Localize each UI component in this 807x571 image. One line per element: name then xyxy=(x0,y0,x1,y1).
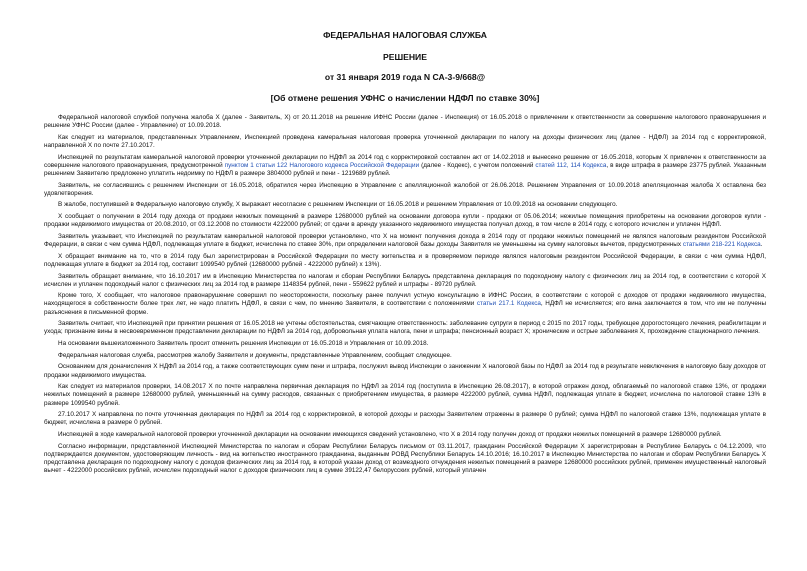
document-body xyxy=(44,114,766,475)
paragraph-text: Инспекцией в ходе камеральной налоговой проверки уточненной декларации на основании имеющихся сведений установлено, что X в 2014 году получен доход от продажи нежилых помещений в размере 12680000 рублей. xyxy=(58,431,722,438)
paragraph-text: Как следует из материалов, представленных Управлением, Инспекцией проведена камеральная налоговая проверка уточненной декларации по налогу на доходы физических лиц (далее - НДФЛ) за 2014 год с корректировкой, направленной X по почте 27.10.2017. xyxy=(44,133,766,149)
paragraph-text: Заявитель указывает, что Инспекцией по результатам камеральной налоговой проверки установлено, что X на момент получения дохода в 2014 году от продажи нежилых помещений не являлся налоговым резидентом Российской Федерации, в связи с чем сумма НДФЛ, подлежащая уплате в бюджет, исчислена по ставке 30%, при определении налоговой базы доходы Заявителя не уменьшены на сумму налоговых вычетов, предусмотренных xyxy=(44,232,766,249)
law-reference-link[interactable]: статьями 218-221 Кодекса xyxy=(682,241,761,249)
paragraph-text: В жалобе, поступившей в Федеральную налоговую службу, X выражает несогласие с решением Инспекции от 16.05.2018 и решением Управления от 10.09.2018 на основании следующего. xyxy=(58,201,618,209)
body-paragraph xyxy=(44,431,766,439)
body-paragraph xyxy=(44,320,766,336)
body-paragraph xyxy=(44,363,766,379)
body-paragraph xyxy=(44,253,766,269)
body-paragraph xyxy=(44,273,766,289)
body-paragraph xyxy=(44,201,766,209)
paragraph-text: Федеральной налоговой службой получена жалоба X (далее - Заявитель, X) от 20.11.2018 на решение ИФНС России (далее - Инспекция) от 16.05.2018 о привлечении к ответственности за совершение налогового правонарушения и решение УФНС России (далее - Управление) от 10.09.2018. xyxy=(44,114,766,130)
law-reference-link[interactable]: статьи 217.1 Кодекса xyxy=(476,300,541,308)
document-date-number: от 31 января 2019 года N СА-3-9/668@ xyxy=(324,72,486,82)
paragraph-text: На основании вышеизложенного Заявитель просит отменить решения Инспекции от 16.05.2018 и Управления от 10.09.2018. xyxy=(58,340,429,348)
paragraph-text: Заявитель, не согласившись с решением Инспекции от 16.05.2018, обратился через Инспекцию в Управление с апелляционной жалобой от 26.06.2018. Решением Управления от 10.09.2018 апелляционная жалоба X оставлена без удовлетворения. xyxy=(44,181,766,197)
paragraph-text: Основанием для доначисления X НДФЛ за 2014 год, а также соответствующих сумм пени и штрафа, послужил вывод Инспекции о занижении X налоговой базы по НДФЛ за 2014 год в результате невключения в налоговую базу доходов от продажи недвижимого имущества. xyxy=(44,363,766,379)
body-paragraph xyxy=(44,352,766,360)
body-paragraph xyxy=(44,411,766,427)
paragraph-text: (далее - Кодекс), с учетом положений xyxy=(419,161,536,169)
body-paragraph xyxy=(44,292,766,316)
paragraph-text: , НДФЛ не исчисляется; его вина заключается в том, что им не получены разъяснения в письменной форме. xyxy=(44,300,767,316)
paragraph-text: Заявитель обращает внимание, что 16.10.2017 им в Инспекцию Министерства по налогам и сборам Республики Беларусь представлена декларация по подоходному налогу с физических лиц за 2014 год, в соответствии с которой X исчислен и уплачен подоходный налог с физических лиц за 2014 год в размере 1148354 рублей, пени - 559622 рублей и штрафы - 89720 рублей. xyxy=(44,272,766,288)
body-paragraph xyxy=(44,233,766,249)
agency-heading: ФЕДЕРАЛЬНАЯ НАЛОГОВАЯ СЛУЖБА xyxy=(323,30,487,40)
body-paragraph xyxy=(44,134,766,150)
paragraph-text: Инспекцией по результатам камеральной налоговой проверки уточненной декларации по НДФЛ за 2014 год с корректировкой составлен акт от 14.02.2018 и вынесено решение от 16.05.2018, которым X привлечен к ответственности за совершение налогового правонарушения, предусмотренной xyxy=(44,153,766,169)
law-reference-link[interactable]: пунктом 1 статьи 122 Налогового кодекса Российской Федерации xyxy=(224,161,420,169)
law-reference-link[interactable]: статей 112, 114 Кодекса xyxy=(535,161,607,169)
paragraph-text: . xyxy=(760,241,763,249)
paragraph-text: X сообщает о получении в 2014 году дохода от продажи нежилых помещений в размере 12680000 рублей на основании договора купли - продажи от 05.06.2014; нежилые помещения приобретены на основании договоров купли - продажи недвижимого имущества от 20.08.2010, от 03.12.2008 по стоимости 4222000 рублей; от сдачи в аренду указанного недвижимого имущества получал доход, в том числе в 2014 году, с которого исчислен и уплачен НДФЛ. xyxy=(44,213,766,229)
paragraph-text: Заявитель считает, что Инспекцией при принятии решения от 16.05.2018 не учтены обстоятельства, смягчающие ответственность: заболевание супруги в период с 2015 по 2017 годы, требующее дорогостоящего лечения, реабилитации и ухода; признание вины в несвоевременном представлении декларации по НДФЛ за 2014 год, добровольная уплата налога, пени и штрафа; пенсионный возраст X; хронические и острые заболевания X, прохождение стационарного лечения. xyxy=(44,320,766,336)
paragraph-text: Федеральная налоговая служба, рассмотрев жалобу Заявителя и документы, представленные Управлением, сообщает следующее. xyxy=(58,351,452,359)
body-paragraph xyxy=(44,383,766,407)
body-paragraph xyxy=(44,340,766,348)
paragraph-text: X обращает внимание на то, что в 2014 году был зарегистрирован в Российской Федерации по месту жительства и в проверяемом периоде являлся налоговым резидентом Российской Федерации, в связи с чем сумма НДФЛ, подлежащая уплате в бюджет за 2014 год, составит 1099540 рублей (12680000 рублей - 4222000 рублей) x 13%). xyxy=(44,252,766,268)
paragraph-text: , в виде штрафа в размере 23775 рублей. Указанным решением Заявителю предложено уплатить недоимку по НДФЛ в размере 3804000 рублей и пени - 1219689 рублей. xyxy=(44,161,766,177)
paragraph-text: 27.10.2017 X направлена по почте уточненная декларация по НДФЛ за 2014 год с корректировкой, в которой доходы и расходы Заявителем отражены в размере 0 рублей; сумма НДФЛ по налоговой ставке 13%, подлежащая уплате в бюджет, исчислена в размере 0 рублей. xyxy=(44,411,766,427)
paragraph-text: Кроме того, X сообщает, что налоговое правонарушение совершил по неосторожности, поскольку ранее получил устную консультацию в ИФНС России, в соответствии с которой с доходов от продажи недвижимого имущества, находящегося в собственности более трех лет, не надо платить НДФЛ, в связи с чем, по мнению Заявителя, в соответствии с положениями xyxy=(44,292,766,308)
document-type-heading: РЕШЕНИЕ xyxy=(383,52,427,62)
body-paragraph xyxy=(44,443,766,476)
paragraph-text: Как следует из материалов проверки, 14.08.2017 X по почте направлена первичная декларация по НДФЛ за 2014 год (поступила в Инспекцию 26.08.2017), в которой отражен доход, облагаемый по налоговой ставке 13%, от продажи нежилых помещений в размере 12680000 рублей, уменьшенный на сумму расходов, связанных с приобретением имущества, в размере 4222000 рублей, сумма НДФЛ, подлежащая уплате в бюджет, исчислена по налоговой ставке 13% в размере 1099540 рублей. xyxy=(44,383,766,407)
document-page xyxy=(44,30,766,479)
body-paragraph xyxy=(44,114,766,130)
body-paragraph xyxy=(44,154,766,178)
body-paragraph xyxy=(44,213,766,229)
paragraph-text: Согласно информации, представленной Инспекцией Министерства по налогам и сборам Республики Беларусь письмом от 03.11.2017, гражданин Российской Федерации X зарегистрирован в Республике Беларусь с 04.12.2009, что подтверждается документом, удостоверяющим личность - вид на жительство иностранного гражданина, выданным РОВД Республики Беларусь 14.10.2016; 16.10.2017 в Инспекцию Министерства по налогам и сборам Республики Беларусь X представлена декларация по подоходному налогу с доходов физических лиц за 2014 год, в которой указан доход от возмездного отчуждения нежилых помещений в размере 12680000 российских рублей, применен имущественный налоговый вычет - 4222000 российских рублей, исчислен подоходный налог с доходов физических лиц в сумме 39122,47 белорусских рублей, который уплачен xyxy=(44,442,766,475)
document-subject: [Об отмене решения УФНС о начислении НДФЛ по ставке 30%] xyxy=(270,93,540,103)
body-paragraph xyxy=(44,182,766,198)
